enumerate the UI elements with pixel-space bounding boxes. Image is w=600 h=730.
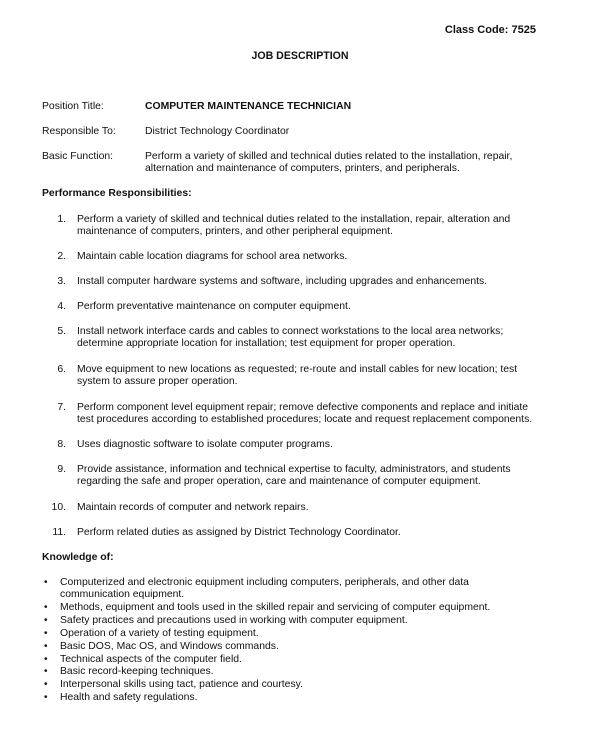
- knowledge-item: Basic record-keeping techniques.: [60, 666, 214, 677]
- knowledge-item: Technical aspects of the computer field.: [60, 654, 242, 665]
- responsibility-item: Install network interface cards and cables to connect workstations to the local area networks; determine appropriate location for installation; test equipment for proper operation.: [77, 326, 504, 350]
- bullet-icon: •: [44, 679, 48, 690]
- knowledge-item: Safety practices and precautions used in working with computer equipment.: [60, 615, 408, 626]
- responsibility-item: Provide assistance, information and technical expertise to faculty, administrators, and students regarding the safe and proper operation, care and maintenance of computer equipment.: [77, 464, 511, 488]
- performance-heading: Performance Responsibilities:: [42, 188, 192, 199]
- item-number: 1.: [57, 214, 66, 225]
- bullet-icon: •: [44, 602, 48, 613]
- knowledge-item: Health and safety regulations.: [60, 692, 198, 703]
- responsibility-item: Move equipment to new locations as requested; re-route and install cables for new location; test system to assure proper operation.: [77, 364, 518, 388]
- bullet-icon: •: [44, 654, 48, 665]
- basic-function-label: Basic Function:: [42, 151, 114, 162]
- item-number: 5.: [57, 326, 66, 337]
- item-number: 8.: [57, 439, 66, 450]
- item-number: 6.: [57, 364, 66, 375]
- item-number: 7.: [57, 402, 66, 413]
- bullet-icon: •: [44, 692, 48, 703]
- knowledge-item: Interpersonal skills using tact, patience and courtesy.: [60, 679, 303, 690]
- bullet-icon: •: [44, 666, 48, 677]
- bullet-icon: •: [44, 577, 48, 588]
- responsibility-item: Perform related duties as assigned by District Technology Coordinator.: [77, 527, 401, 538]
- bullet-icon: •: [44, 615, 48, 626]
- document-title: JOB DESCRIPTION: [251, 50, 349, 62]
- responsibility-item: Perform a variety of skilled and technical duties related to the installation, repair, alteration and maintenance of computers, printers, and other peripheral equipment.: [77, 214, 511, 238]
- responsible-to-value: District Technology Coordinator: [145, 126, 290, 137]
- basic-function-value: Perform a variety of skilled and technical duties related to the installation, repair, alternation and maintenance of computers, printers, and peripherals.: [145, 151, 513, 175]
- knowledge-item: Methods, equipment and tools used in the skilled repair and servicing of computer equipment.: [60, 602, 491, 613]
- bullet-icon: •: [44, 628, 48, 639]
- item-number: 4.: [57, 301, 66, 312]
- responsibility-item: Perform preventative maintenance on computer equipment.: [77, 301, 351, 312]
- knowledge-item: Basic DOS, Mac OS, and Windows commands.: [60, 641, 279, 652]
- item-number: 10.: [51, 502, 66, 513]
- position-title-label: Position Title:: [42, 101, 104, 112]
- responsible-to-label: Responsible To:: [42, 126, 116, 137]
- position-title-value: COMPUTER MAINTENANCE TECHNICIAN: [145, 101, 352, 112]
- item-number: 2.: [57, 251, 66, 262]
- knowledge-item: Computerized and electronic equipment including computers, peripherals, and other data communication equipment.: [60, 577, 469, 601]
- responsibility-item: Uses diagnostic software to isolate computer programs.: [77, 439, 333, 450]
- class-code: Class Code: 7525: [444, 24, 536, 36]
- knowledge-item: Operation of a variety of testing equipment.: [60, 628, 259, 639]
- item-number: 9.: [57, 464, 66, 475]
- responsibility-item: Maintain cable location diagrams for school area networks.: [77, 251, 348, 262]
- bullet-icon: •: [44, 641, 48, 652]
- item-number: 3.: [57, 276, 66, 287]
- responsibility-item: Maintain records of computer and network repairs.: [77, 502, 309, 513]
- knowledge-heading: Knowledge of:: [42, 552, 114, 563]
- responsibility-item: Perform component level equipment repair; remove defective components and replace and initiate test procedures according to established procedures; locate and request replacement components.: [77, 402, 533, 426]
- item-number: 11.: [52, 527, 66, 538]
- responsibility-item: Install computer hardware systems and software, including upgrades and enhancements.: [77, 276, 488, 287]
